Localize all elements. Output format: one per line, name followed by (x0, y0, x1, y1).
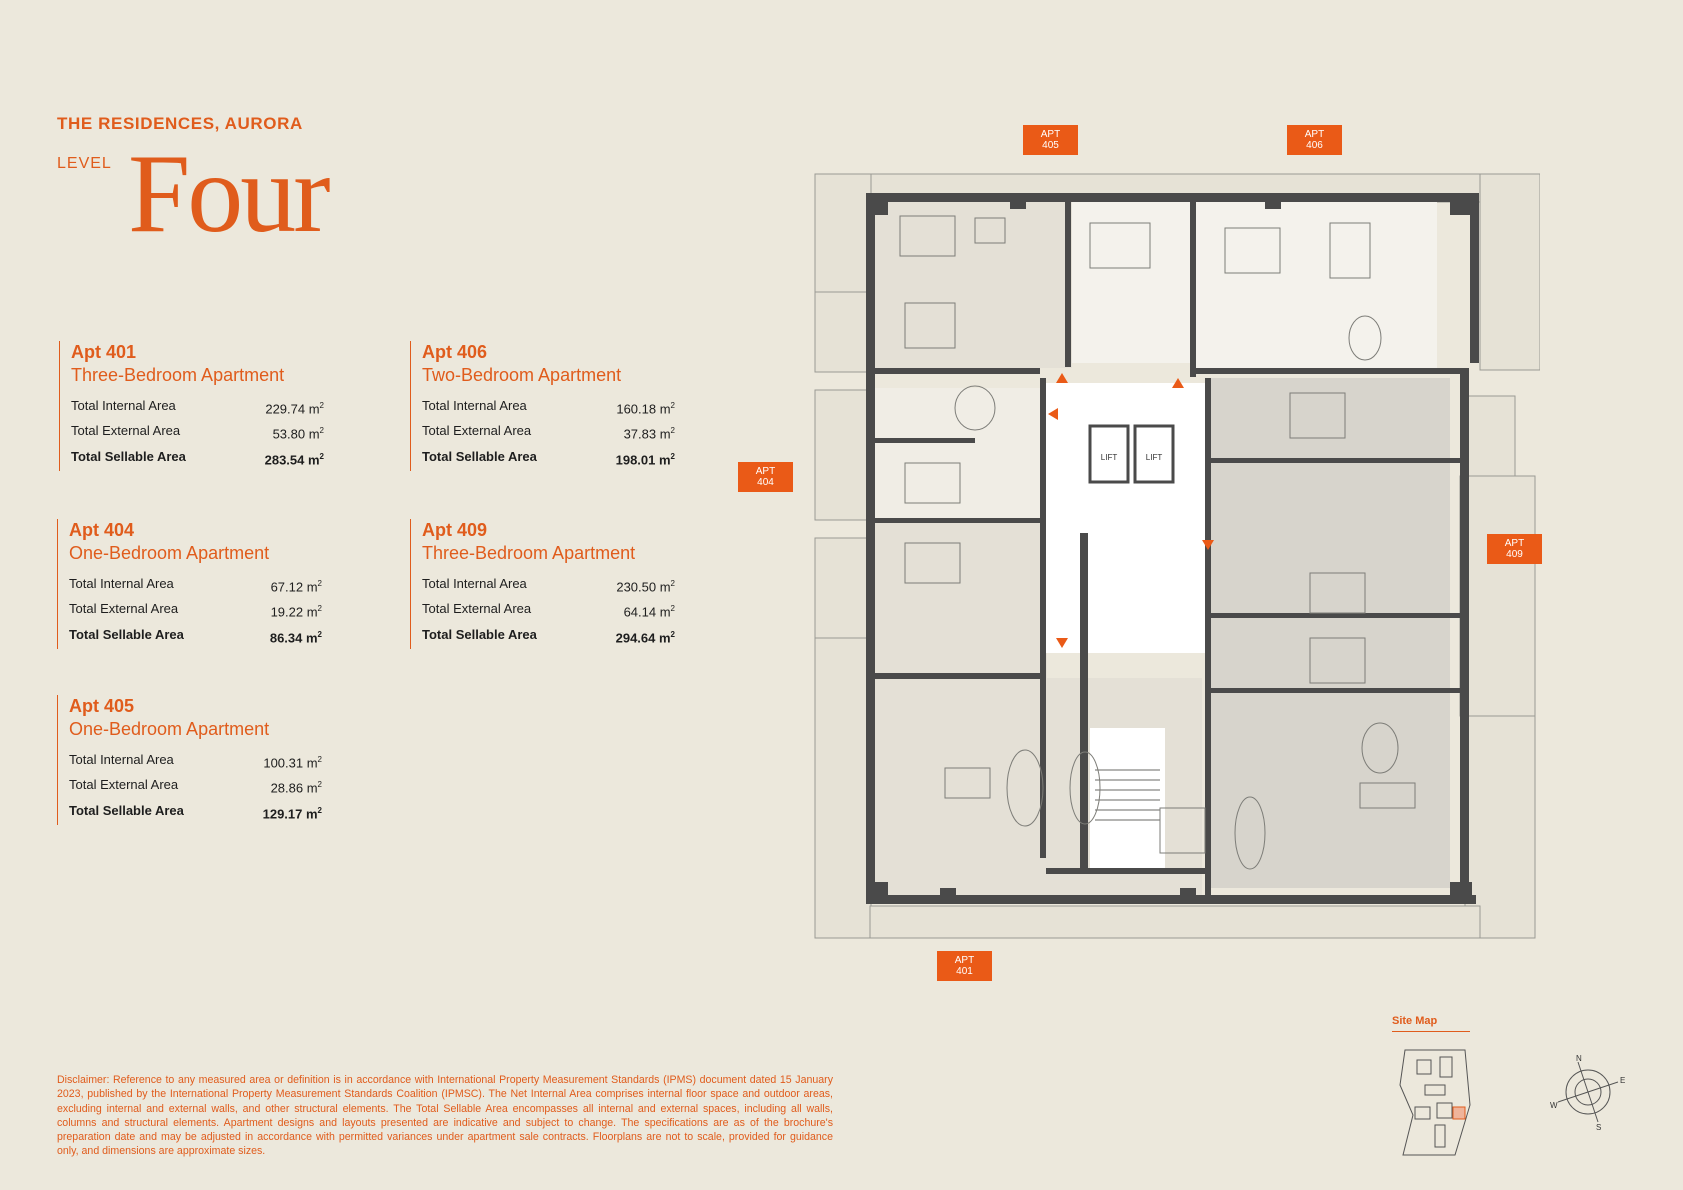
level-name: Four (128, 132, 328, 256)
site-map-label: Site Map (1392, 1015, 1470, 1032)
apt-row-sellable: Total Sellable Area 283.54 $m^2$ (71, 448, 324, 467)
apt-row-internal: Total Internal Area 229.74 $m^2$ (71, 398, 324, 417)
apt-type: One-Bedroom Apartment (69, 543, 270, 563)
apt-row-internal: Total Internal Area 100.31 $m^2$ (69, 752, 322, 771)
apt-summary-404 (57, 519, 322, 649)
apt-row-internal: Total Internal Area 160.18 $m^2$ (422, 398, 675, 417)
apt-row-sellable: Total Sellable Area 86.34 $m^2$ (69, 626, 322, 645)
apt-tag-409: APT 409 (1487, 534, 1542, 564)
apt-row-internal: Total Internal Area 67.12 $m^2$ (69, 576, 322, 595)
compass-s: S (1596, 1123, 1602, 1132)
apt-row-external: Total External Area 64.14 $m^2$ (422, 601, 675, 620)
apt-row-external: Total External Area 37.83 $m^2$ (422, 423, 675, 442)
apt-summary-409 (410, 519, 675, 649)
apt-row-sellable: Total Sellable Area 294.64 $m^2$ (422, 626, 675, 645)
apt-type: Three-Bedroom Apartment (71, 365, 285, 385)
disclaimer-text: Disclaimer: Reference to any measured area or definition is in accordance with International Property Measurement Standards (IPMS) document dated 15 January 2023, published by the International Property Measurement Standards Coalition (IPMSC). The Net Internal Area comprises internal floor space and outdoor areas, excluding internal and external walls, and other structural elements. The Total Sellable Area encompasses all internal and external spaces, including all walls, columns and structural elements. Apartment designs and layouts presented are indicative and subject to change. The specifications are as of the brochure's preparation date and may be adjusted in accordance with permitted variances under apartment sale contracts. Floorplans are not to scale, provided for guidance only, and dimensions are approximate sizes. (57, 1074, 833, 1158)
apt-title: Apt 406 (422, 342, 488, 362)
compass-n: N (1576, 1054, 1582, 1063)
apt-row-internal: Total Internal Area 230.50 $m^2$ (422, 576, 675, 595)
apt-type: Two-Bedroom Apartment (422, 365, 622, 385)
floor-plan (810, 168, 1540, 940)
compass-icon (1548, 1052, 1628, 1132)
apt-summary-401 (59, 341, 324, 471)
stair-core (1090, 728, 1165, 868)
apt-row-external: Total External Area 28.86 $m^2$ (69, 777, 322, 796)
apt-title: Apt 404 (69, 520, 135, 540)
apt-row-sellable: Total Sellable Area 198.01 $m^2$ (422, 448, 675, 467)
apt-title: Apt 405 (69, 696, 135, 716)
apt-tag-405: APT 405 (1023, 125, 1078, 155)
apt-title: Apt 401 (71, 342, 137, 362)
apt-tag-404: APT 404 (738, 462, 793, 492)
lift-label: LIFT (1100, 453, 1118, 462)
lift-label: LIFT (1145, 453, 1163, 462)
level-label: LEVEL (57, 155, 112, 172)
apt-409-zone (1205, 378, 1450, 888)
apt-type: Three-Bedroom Apartment (422, 543, 636, 563)
site-map-drawing (1395, 1045, 1475, 1160)
compass-e: E (1620, 1076, 1626, 1085)
apt-row-external: Total External Area 53.80 $m^2$ (71, 423, 324, 442)
apt-summary-406 (410, 341, 675, 471)
brand-title: THE RESIDENCES, AURORA (57, 114, 303, 133)
core-corridor (1040, 383, 1210, 653)
apt-title: Apt 409 (422, 520, 488, 540)
apt-row-external: Total External Area 19.22 $m^2$ (69, 601, 322, 620)
compass-w: W (1550, 1101, 1558, 1110)
apt-tag-406: APT 406 (1287, 125, 1342, 155)
apt-405-zone (872, 198, 1072, 368)
apt-type: One-Bedroom Apartment (69, 719, 270, 739)
apt-406-zone (1192, 198, 1437, 373)
site-highlight (1453, 1107, 1465, 1119)
apt-tag-401: APT 401 (937, 951, 992, 981)
apartment-zones (872, 198, 1450, 898)
apt-summary-405 (57, 695, 322, 825)
apt-row-sellable: Total Sellable Area 129.17 $m^2$ (69, 802, 322, 821)
